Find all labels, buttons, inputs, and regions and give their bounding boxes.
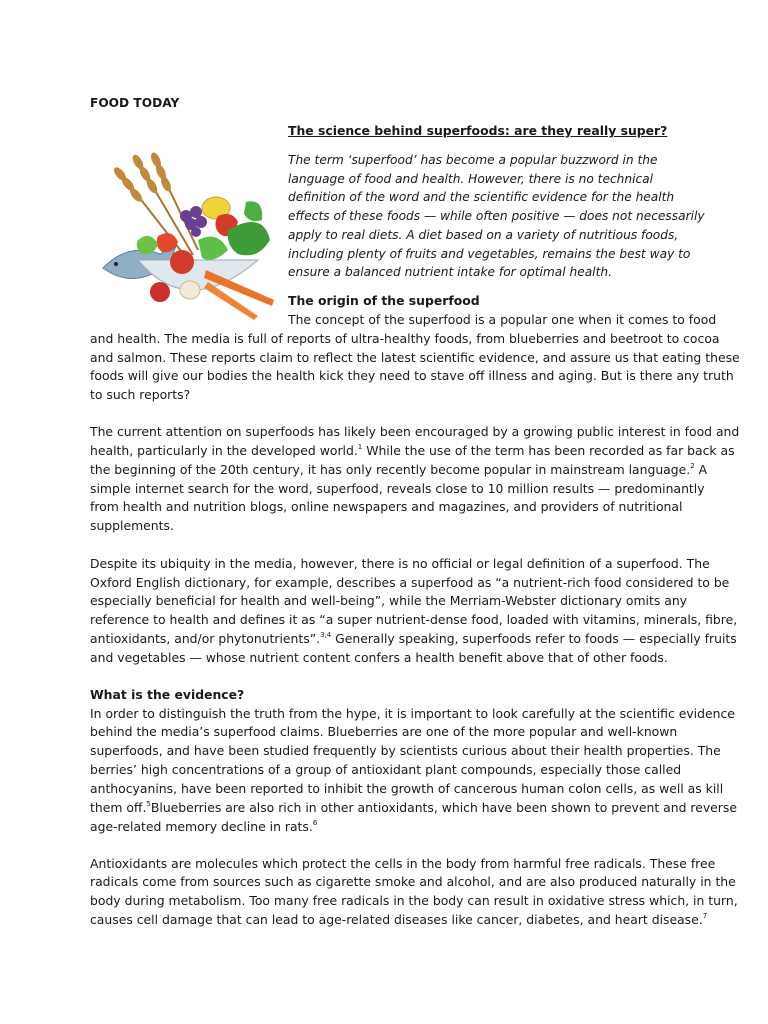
superfood-illustration-icon	[98, 150, 278, 320]
paragraph-line: Oxford English dictionary, for example, describes a superfood as “a nutrient-rich food considered to be	[90, 575, 730, 590]
section-heading-origin: The origin of the superfood	[288, 293, 480, 308]
paragraph-line: supplements.	[90, 518, 174, 533]
intro-line: apply to real diets. A diet based on a variety of nutritious foods,	[288, 227, 679, 242]
citation: 6	[312, 819, 318, 827]
paragraph-line: them off.$^5$Blueberries are also rich in other antioxidants, which have been shown to prevent and reverse	[90, 800, 737, 815]
paragraph-line: In order to distinguish the truth from the hype, it is important to look carefully at the scientific evidence	[90, 706, 735, 721]
paragraph-line: health, particularly in the developed world.$^1$ While the use of the term has been recorded as far back as	[90, 443, 735, 458]
paragraph-line: and salmon. These reports claim to reflect the latest scientific evidence, and assure us that eating these	[90, 350, 740, 365]
article-intro	[288, 151, 705, 282]
paragraph-line: Antioxidants are molecules which protect the cells in the body from harmful free radicals. These free	[90, 856, 716, 871]
intro-line: definition of the word and the scientific evidence for the health	[288, 190, 675, 205]
paragraph-line: behind the media’s superfood claims. Blueberries are one of the more popular and well-known	[90, 724, 678, 739]
citation: 2	[690, 462, 695, 470]
paragraph-line: anthocyanins, have been reported to inhibit the growth of cancerous human colon cells, as well as kill	[90, 781, 724, 796]
paragraph-line: and vegetables — whose nutrient content confers a health benefit above that of other foods.	[90, 650, 668, 665]
fruit-vegetable-illustration	[98, 150, 278, 320]
paragraph-line: especially beneficial for health and well-being”, while the Merriam-Webster dictionary omits any	[90, 593, 687, 608]
paragraph-line: antioxidants, and/or phytonutrients”.$^{3,4}$ Generally speaking, superfoods refer to foods — especially fruits	[90, 631, 737, 646]
paragraph-line: and health. The media is full of reports of ultra-healthy foods, from blueberries and beetroot to cocoa	[90, 331, 720, 346]
intro-line: language of food and health. However, there is no technical	[288, 171, 654, 186]
citation: 5	[146, 800, 151, 808]
intro-line: including plenty of fruits and vegetables, remains the best way to	[288, 246, 691, 261]
section-heading-evidence: What is the evidence?	[90, 687, 245, 702]
paragraph-line: Despite its ubiquity in the media, however, there is no official or legal definition of a superfood. The	[90, 556, 710, 571]
paragraph-line: to such reports?	[90, 387, 191, 402]
citation: 1	[357, 443, 363, 451]
paragraph-line: age-related memory decline in rats.$^6$	[90, 819, 318, 834]
intro-line: effects of these foods — while often positive — does not necessarily	[288, 209, 705, 224]
paragraph-line: from health and nutrition blogs, online newspapers and magazines, and providers of nutritional	[90, 499, 683, 514]
citation: 7	[702, 912, 708, 920]
paragraph-line: body during metabolism. Too many free radicals in the body can result in oxidative stress which, in turn,	[90, 893, 738, 908]
paragraph-line: The current attention on superfoods has likely been encouraged by a growing public interest in food and	[90, 424, 740, 439]
paragraph-line: The concept of the superfood is a popular one when it comes to food	[288, 312, 717, 327]
intro-line: The term ‘superfood’ has become a popular buzzword in the	[288, 153, 658, 167]
paragraph-line: causes cell damage that can lead to age-related diseases like cancer, diabetes, and heart disease.$^7$	[90, 912, 708, 927]
paragraph-line: berries’ high concentrations of a group of antioxidant plant compounds, especially those called	[90, 762, 682, 777]
citation: 3,4	[320, 631, 332, 639]
paragraph-line: superfoods, and have been studied frequently by scientists curious about their health properties. The	[90, 743, 721, 758]
paragraph-line: radicals come from sources such as cigarette smoke and alcohol, and are also produced naturally in the	[90, 874, 736, 889]
section-label: FOOD TODAY	[90, 96, 180, 110]
paragraph-line: simple internet search for the word, superfood, reveals close to 10 million results — predominantly	[90, 481, 705, 496]
article-title: The science behind superfoods: are they really super?	[288, 123, 668, 138]
paragraph-line: foods will give our bodies the health kick they need to stave off illness and aging. But is there any truth	[90, 368, 734, 383]
intro-line: ensure a balanced nutrient intake for optimal health.	[288, 265, 612, 280]
paragraph-line: reference to health and defines it as “a super nutrient-dense food, loaded with vitamins, minerals, fibre,	[90, 612, 738, 627]
paragraph-line: the beginning of the 20th century, it has only recently become popular in mainstream language.$^2$ A	[90, 462, 708, 477]
